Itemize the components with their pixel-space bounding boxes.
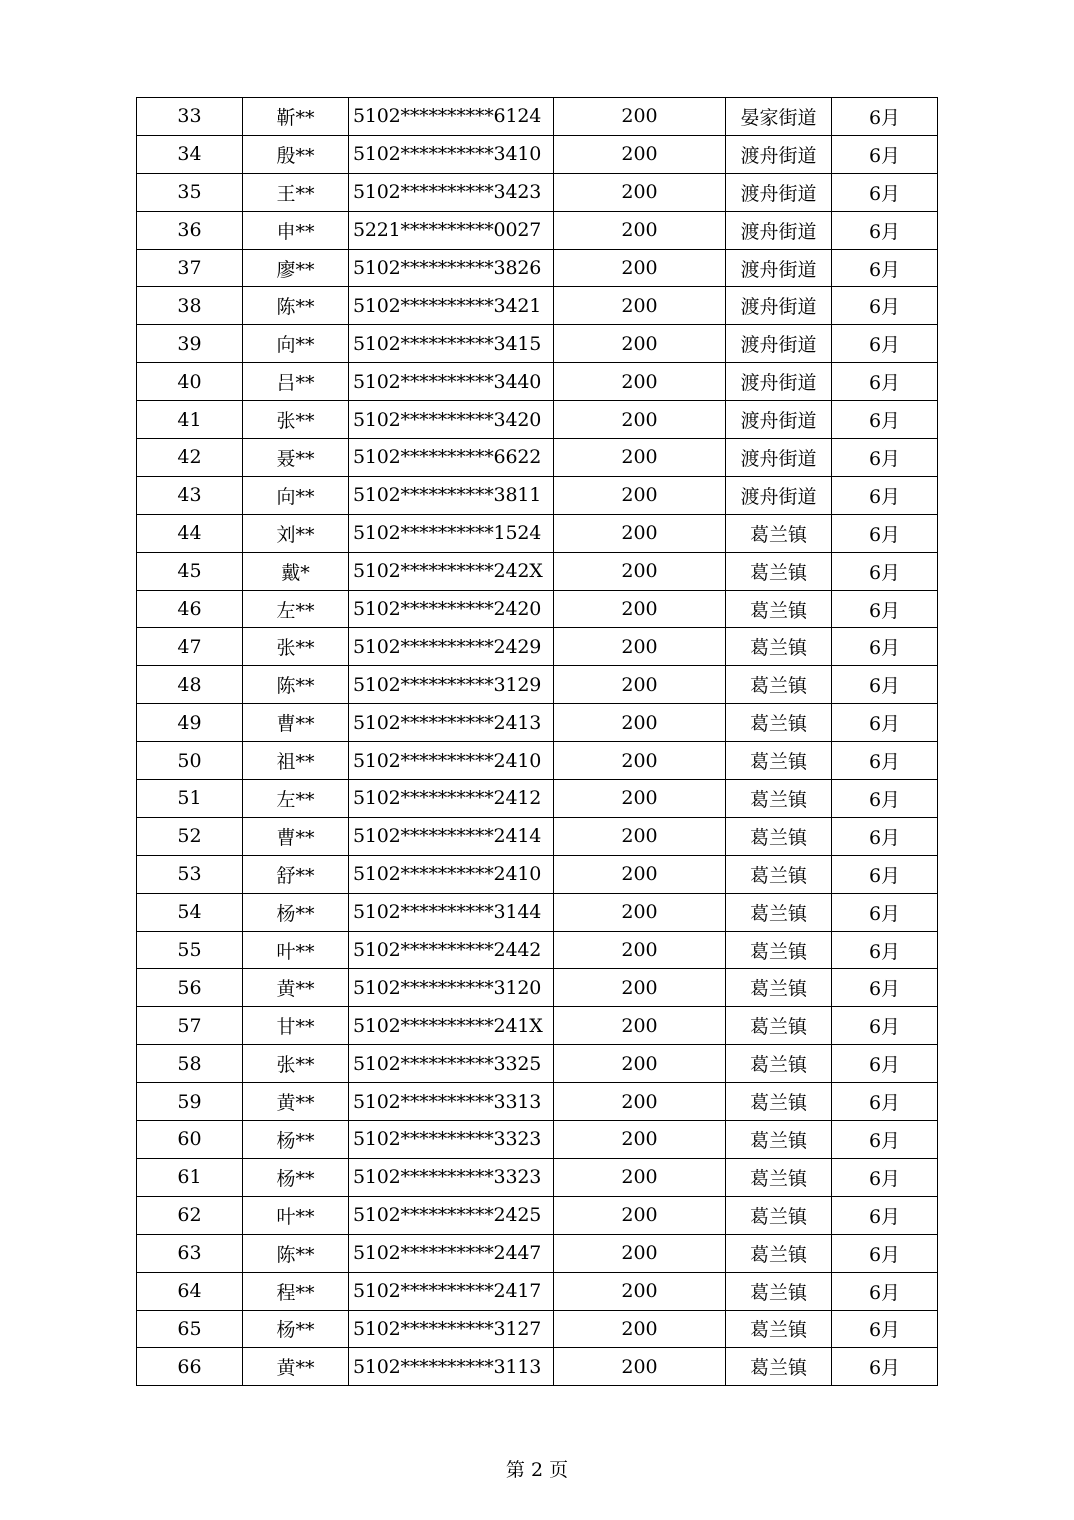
row-index-cell: 52	[137, 817, 243, 855]
name-cell: 左**	[243, 590, 349, 628]
table-row	[137, 135, 938, 173]
id-number-cell: 5102**********2429	[349, 628, 554, 666]
district-cell: 葛兰镇	[726, 1310, 832, 1348]
district-cell: 葛兰镇	[726, 590, 832, 628]
row-index-cell: 34	[137, 135, 243, 173]
amount-cell: 200	[554, 931, 726, 969]
id-number-cell: 5102**********242X	[349, 552, 554, 590]
table-row	[137, 817, 938, 855]
id-number-cell: 5102**********3325	[349, 1045, 554, 1083]
month-cell: 6月	[832, 1007, 938, 1045]
id-number-cell: 5102**********3113	[349, 1348, 554, 1386]
table-row	[137, 590, 938, 628]
row-index-cell: 48	[137, 666, 243, 704]
row-index-cell: 66	[137, 1348, 243, 1386]
name-cell: 祖**	[243, 742, 349, 780]
district-cell: 渡舟街道	[726, 249, 832, 287]
name-cell: 张**	[243, 1045, 349, 1083]
name-cell: 杨**	[243, 893, 349, 931]
row-index-cell: 33	[137, 98, 243, 136]
district-cell: 葛兰镇	[726, 1083, 832, 1121]
data-table	[136, 97, 938, 1386]
table-row	[137, 704, 938, 742]
id-number-cell: 5102**********2410	[349, 742, 554, 780]
district-cell: 渡舟街道	[726, 439, 832, 477]
id-number-cell: 5102**********2447	[349, 1234, 554, 1272]
month-cell: 6月	[832, 780, 938, 818]
name-cell: 曹**	[243, 817, 349, 855]
month-cell: 6月	[832, 969, 938, 1007]
amount-cell: 200	[554, 1083, 726, 1121]
id-number-cell: 5102**********3323	[349, 1121, 554, 1159]
id-number-cell: 5102**********3129	[349, 666, 554, 704]
amount-cell: 200	[554, 1196, 726, 1234]
table-row	[137, 1272, 938, 1310]
district-cell: 葛兰镇	[726, 742, 832, 780]
row-index-cell: 65	[137, 1310, 243, 1348]
month-cell: 6月	[832, 363, 938, 401]
month-cell: 6月	[832, 742, 938, 780]
table-row	[137, 249, 938, 287]
table-row	[137, 969, 938, 1007]
id-number-cell: 5102**********3313	[349, 1083, 554, 1121]
district-cell: 晏家街道	[726, 98, 832, 136]
row-index-cell: 45	[137, 552, 243, 590]
month-cell: 6月	[832, 552, 938, 590]
row-index-cell: 38	[137, 287, 243, 325]
name-cell: 陈**	[243, 287, 349, 325]
amount-cell: 200	[554, 780, 726, 818]
row-index-cell: 58	[137, 1045, 243, 1083]
district-cell: 葛兰镇	[726, 1121, 832, 1159]
month-cell: 6月	[832, 1234, 938, 1272]
month-cell: 6月	[832, 1272, 938, 1310]
id-number-cell: 5102**********3826	[349, 249, 554, 287]
row-index-cell: 56	[137, 969, 243, 1007]
id-number-cell: 5102**********2420	[349, 590, 554, 628]
table-row	[137, 1310, 938, 1348]
id-number-cell: 5102**********3410	[349, 135, 554, 173]
district-cell: 葛兰镇	[726, 1234, 832, 1272]
district-cell: 渡舟街道	[726, 325, 832, 363]
amount-cell: 200	[554, 363, 726, 401]
district-cell: 渡舟街道	[726, 476, 832, 514]
district-cell: 渡舟街道	[726, 287, 832, 325]
amount-cell: 200	[554, 1121, 726, 1159]
name-cell: 杨**	[243, 1158, 349, 1196]
amount-cell: 200	[554, 135, 726, 173]
id-number-cell: 5102**********6124	[349, 98, 554, 136]
amount-cell: 200	[554, 1348, 726, 1386]
row-index-cell: 53	[137, 855, 243, 893]
name-cell: 廖**	[243, 249, 349, 287]
district-cell: 葛兰镇	[726, 1045, 832, 1083]
district-cell: 葛兰镇	[726, 1196, 832, 1234]
table-row	[137, 1234, 938, 1272]
id-number-cell: 5102**********3440	[349, 363, 554, 401]
month-cell: 6月	[832, 173, 938, 211]
id-number-cell: 5221**********0027	[349, 211, 554, 249]
name-cell: 靳**	[243, 98, 349, 136]
table-row	[137, 893, 938, 931]
table-row	[137, 780, 938, 818]
table-row	[137, 855, 938, 893]
district-cell: 葛兰镇	[726, 1272, 832, 1310]
row-index-cell: 54	[137, 893, 243, 931]
month-cell: 6月	[832, 98, 938, 136]
row-index-cell: 35	[137, 173, 243, 211]
id-number-cell: 5102**********2425	[349, 1196, 554, 1234]
name-cell: 黄**	[243, 969, 349, 1007]
amount-cell: 200	[554, 628, 726, 666]
row-index-cell: 47	[137, 628, 243, 666]
name-cell: 叶**	[243, 931, 349, 969]
page-number: 第 2 页	[505, 1459, 569, 1481]
id-number-cell: 5102**********3323	[349, 1158, 554, 1196]
amount-cell: 200	[554, 439, 726, 477]
name-cell: 陈**	[243, 1234, 349, 1272]
amount-cell: 200	[554, 704, 726, 742]
name-cell: 程**	[243, 1272, 349, 1310]
row-index-cell: 59	[137, 1083, 243, 1121]
table-row	[137, 476, 938, 514]
row-index-cell: 40	[137, 363, 243, 401]
id-number-cell: 5102**********3423	[349, 173, 554, 211]
district-cell: 葛兰镇	[726, 628, 832, 666]
id-number-cell: 5102**********3144	[349, 893, 554, 931]
amount-cell: 200	[554, 1310, 726, 1348]
name-cell: 黄**	[243, 1348, 349, 1386]
district-cell: 渡舟街道	[726, 363, 832, 401]
name-cell: 张**	[243, 628, 349, 666]
district-cell: 葛兰镇	[726, 666, 832, 704]
id-number-cell: 5102**********2410	[349, 855, 554, 893]
table-row	[137, 1045, 938, 1083]
amount-cell: 200	[554, 211, 726, 249]
amount-cell: 200	[554, 1158, 726, 1196]
name-cell: 聂**	[243, 439, 349, 477]
row-index-cell: 37	[137, 249, 243, 287]
id-number-cell: 5102**********2414	[349, 817, 554, 855]
table-row	[137, 325, 938, 363]
row-index-cell: 43	[137, 476, 243, 514]
table-row	[137, 552, 938, 590]
id-number-cell: 5102**********1524	[349, 514, 554, 552]
table-row	[137, 1158, 938, 1196]
amount-cell: 200	[554, 855, 726, 893]
amount-cell: 200	[554, 401, 726, 439]
table-row	[137, 1007, 938, 1045]
table-row	[137, 628, 938, 666]
name-cell: 申**	[243, 211, 349, 249]
month-cell: 6月	[832, 1121, 938, 1159]
month-cell: 6月	[832, 439, 938, 477]
id-number-cell: 5102**********3127	[349, 1310, 554, 1348]
name-cell: 向**	[243, 325, 349, 363]
month-cell: 6月	[832, 931, 938, 969]
id-number-cell: 5102**********2442	[349, 931, 554, 969]
table-row	[137, 439, 938, 477]
month-cell: 6月	[832, 325, 938, 363]
name-cell: 黄**	[243, 1083, 349, 1121]
district-cell: 葛兰镇	[726, 855, 832, 893]
month-cell: 6月	[832, 590, 938, 628]
name-cell: 左**	[243, 780, 349, 818]
month-cell: 6月	[832, 817, 938, 855]
amount-cell: 200	[554, 98, 726, 136]
table-row	[137, 1121, 938, 1159]
month-cell: 6月	[832, 1158, 938, 1196]
month-cell: 6月	[832, 666, 938, 704]
month-cell: 6月	[832, 893, 938, 931]
table-row	[137, 514, 938, 552]
name-cell: 叶**	[243, 1196, 349, 1234]
name-cell: 殷**	[243, 135, 349, 173]
amount-cell: 200	[554, 249, 726, 287]
district-cell: 葛兰镇	[726, 552, 832, 590]
district-cell: 葛兰镇	[726, 704, 832, 742]
month-cell: 6月	[832, 628, 938, 666]
row-index-cell: 64	[137, 1272, 243, 1310]
name-cell: 杨**	[243, 1310, 349, 1348]
table-row	[137, 1348, 938, 1386]
name-cell: 陈**	[243, 666, 349, 704]
amount-cell: 200	[554, 173, 726, 211]
amount-cell: 200	[554, 817, 726, 855]
id-number-cell: 5102**********3420	[349, 401, 554, 439]
row-index-cell: 50	[137, 742, 243, 780]
month-cell: 6月	[832, 704, 938, 742]
month-cell: 6月	[832, 1045, 938, 1083]
district-cell: 渡舟街道	[726, 135, 832, 173]
amount-cell: 200	[554, 969, 726, 1007]
id-number-cell: 5102**********2412	[349, 780, 554, 818]
name-cell: 杨**	[243, 1121, 349, 1159]
amount-cell: 200	[554, 1007, 726, 1045]
amount-cell: 200	[554, 742, 726, 780]
month-cell: 6月	[832, 476, 938, 514]
row-index-cell: 49	[137, 704, 243, 742]
month-cell: 6月	[832, 249, 938, 287]
table-row	[137, 363, 938, 401]
month-cell: 6月	[832, 135, 938, 173]
row-index-cell: 41	[137, 401, 243, 439]
name-cell: 舒**	[243, 855, 349, 893]
amount-cell: 200	[554, 666, 726, 704]
table-row	[137, 173, 938, 211]
name-cell: 向**	[243, 476, 349, 514]
month-cell: 6月	[832, 514, 938, 552]
amount-cell: 200	[554, 1045, 726, 1083]
amount-cell: 200	[554, 325, 726, 363]
id-number-cell: 5102**********3415	[349, 325, 554, 363]
row-index-cell: 42	[137, 439, 243, 477]
district-cell: 葛兰镇	[726, 514, 832, 552]
table-row	[137, 401, 938, 439]
amount-cell: 200	[554, 476, 726, 514]
row-index-cell: 63	[137, 1234, 243, 1272]
amount-cell: 200	[554, 893, 726, 931]
district-cell: 葛兰镇	[726, 780, 832, 818]
table-row	[137, 1083, 938, 1121]
id-number-cell: 5102**********3120	[349, 969, 554, 1007]
table-row	[137, 98, 938, 136]
row-index-cell: 57	[137, 1007, 243, 1045]
table-row	[137, 287, 938, 325]
district-cell: 渡舟街道	[726, 401, 832, 439]
month-cell: 6月	[832, 211, 938, 249]
name-cell: 王**	[243, 173, 349, 211]
row-index-cell: 51	[137, 780, 243, 818]
row-index-cell: 55	[137, 931, 243, 969]
row-index-cell: 61	[137, 1158, 243, 1196]
name-cell: 刘**	[243, 514, 349, 552]
name-cell: 张**	[243, 401, 349, 439]
amount-cell: 200	[554, 1272, 726, 1310]
id-number-cell: 5102**********6622	[349, 439, 554, 477]
table-row	[137, 931, 938, 969]
district-cell: 葛兰镇	[726, 817, 832, 855]
row-index-cell: 39	[137, 325, 243, 363]
month-cell: 6月	[832, 287, 938, 325]
month-cell: 6月	[832, 401, 938, 439]
amount-cell: 200	[554, 514, 726, 552]
district-cell: 葛兰镇	[726, 1158, 832, 1196]
table-row	[137, 666, 938, 704]
amount-cell: 200	[554, 287, 726, 325]
row-index-cell: 46	[137, 590, 243, 628]
month-cell: 6月	[832, 1083, 938, 1121]
row-index-cell: 62	[137, 1196, 243, 1234]
district-cell: 葛兰镇	[726, 1007, 832, 1045]
name-cell: 吕**	[243, 363, 349, 401]
table-row	[137, 1196, 938, 1234]
district-cell: 葛兰镇	[726, 969, 832, 1007]
district-cell: 渡舟街道	[726, 211, 832, 249]
id-number-cell: 5102**********3421	[349, 287, 554, 325]
name-cell: 甘**	[243, 1007, 349, 1045]
amount-cell: 200	[554, 552, 726, 590]
month-cell: 6月	[832, 1310, 938, 1348]
id-number-cell: 5102**********3811	[349, 476, 554, 514]
district-cell: 葛兰镇	[726, 1348, 832, 1386]
name-cell: 曹**	[243, 704, 349, 742]
month-cell: 6月	[832, 1196, 938, 1234]
name-cell: 戴*	[243, 552, 349, 590]
id-number-cell: 5102**********2413	[349, 704, 554, 742]
amount-cell: 200	[554, 1234, 726, 1272]
table-row	[137, 742, 938, 780]
id-number-cell: 5102**********2417	[349, 1272, 554, 1310]
row-index-cell: 44	[137, 514, 243, 552]
amount-cell: 200	[554, 590, 726, 628]
month-cell: 6月	[832, 1348, 938, 1386]
district-cell: 葛兰镇	[726, 931, 832, 969]
table-body	[137, 98, 938, 1386]
district-cell: 渡舟街道	[726, 173, 832, 211]
row-index-cell: 36	[137, 211, 243, 249]
table-row	[137, 211, 938, 249]
row-index-cell: 60	[137, 1121, 243, 1159]
id-number-cell: 5102**********241X	[349, 1007, 554, 1045]
district-cell: 葛兰镇	[726, 893, 832, 931]
month-cell: 6月	[832, 855, 938, 893]
